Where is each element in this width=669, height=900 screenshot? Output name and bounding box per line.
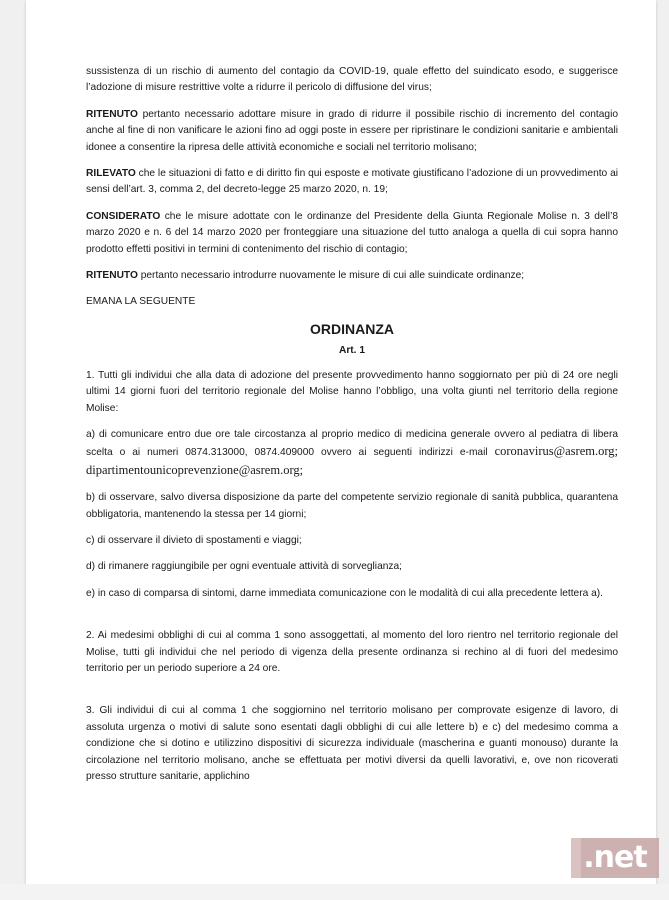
watermark-logo <box>571 838 659 878</box>
bottom-margin <box>0 884 669 900</box>
lead-considerato: CONSIDERATO <box>86 210 161 222</box>
paragraph-ritenuto-2 <box>86 268 618 284</box>
lead-ritenuto-2: RITENUTO <box>86 270 138 282</box>
text-ritenuto-1: pertanto necessario adottare misure in grado di ridurre il possibile rischio di incremento del contagio anche al fine di non vanificare le azioni fino ad oggi poste in essere per ripristinare le condizioni sanitarie e ambientali idonee a consentire la ripresa delle attività economiche e sociali nel territorio molisano; <box>86 108 618 153</box>
text-rilevato: che le situazioni di fatto e di diritto fin qui esposte e motivate giustificano l’adozione di un provvedimento ai sensi dell’art. 3, comma 2, del decreto-legge 25 marzo 2020, n. 19; <box>86 168 618 196</box>
article-heading: Art. 1 <box>338 345 366 357</box>
item-2: 2. Ai medesimi obblighi di cui al comma 1 sono assoggettati, al momento del loro rientro nel territorio regionale del Molise, tutti gli individui che nel periodo di vigenza della presente ordinanza si rechino al di fuori del medesimo territorio per un periodo superiore a 24 ore. <box>86 630 618 674</box>
paragraph-considerato <box>86 209 618 258</box>
spacer <box>86 612 618 628</box>
sub-item-d: d) di rimanere raggiungibile per ogni eventuale attività di sorveglianza; <box>86 561 402 573</box>
item-1: 1. Tutti gli individui che alla data di adozione del presente provvedimento hanno soggiornato per più di 24 ore negli ultimi 14 giorni fuori del territorio regionale del Molise hanno l’obbligo, una volta giunti nel territorio della regione Molise: <box>86 369 618 414</box>
spacer <box>86 687 618 703</box>
ordinance-title: ORDINANZA <box>310 320 394 337</box>
text-considerato: che le misure adottate con le ordinanze del Presidente della Giunta Regionale Molise n. 3 dell’8 marzo 2020 e n. 6 del 14 marzo 2020 per fronteggiare una situazione del tutto analoga a quella di cui sopra hanno prodotto effetti positivi in termini di contenimento del rischio di contagio; <box>86 210 618 255</box>
paragraph-rilevato <box>86 166 618 199</box>
watermark-bar <box>571 838 581 878</box>
watermark-text: .net <box>583 840 647 875</box>
document-body <box>86 64 618 795</box>
sub-item-b: b) di osservare, salvo diversa disposizione da parte del competente servizio regionale di sanità pubblica, quarantena obbligatoria, mantenendo la stessa per 14 giorni; <box>86 492 618 520</box>
emana-line: EMANA LA SEGUENTE <box>86 296 196 308</box>
document-page <box>26 0 656 884</box>
sub-item-e: e) in caso di comparsa di sintomi, darne immediata comunicazione con le modalità di cui alla precedente lettera a). <box>86 587 603 599</box>
item-3: 3. Gli individui di cui al comma 1 che soggiornino nel territorio molisano per comprovate esigenze di lavoro, di assoluta urgenza o motivi di salute sono esentati dagli obblighi di cui alle lettere b) e c) del medesimo comma a condizione che si dotino e utilizzino dispositivi di sicurezza individuale (mascherina e guanti monouso) durante la circolazione nel territorio molisano, anche se effettuata per motivi diversi da quelli lavorativi, e, ove non ricoverati presso strutture sanitarie, applichino <box>86 705 618 782</box>
lead-rilevato: RILEVATO <box>86 168 136 180</box>
email-addresses: coronavirus@asrem.org; dipartimentounicoprevenzione@asrem.org; <box>86 444 618 477</box>
paragraph-sussistenza: sussistenza di un rischio di aumento del contagio da COVID-19, quale effetto del suindicato esodo, e suggerisce l’adozione di misure restrittive volte a ridurre il pericolo di diffusione del virus; <box>86 66 618 94</box>
sub-item-a-text: a) di comunicare entro due ore tale circostanza al proprio medico di medicina generale ovvero al pediatra di libera scelta o ai numeri 0874.313000, 0874.409000 ovvero ai seguenti indirizzi e-mail <box>86 428 618 459</box>
paragraph-ritenuto-1 <box>86 107 618 156</box>
text-ritenuto-2: pertanto necessario introdurre nuovamente le misure di cui alle suindicate ordinanze; <box>137 270 525 282</box>
sub-item-c: c) di osservare il divieto di spostamenti e viaggi; <box>86 534 302 546</box>
sub-item-a <box>86 427 618 480</box>
lead-ritenuto-1: RITENUTO <box>86 108 138 120</box>
